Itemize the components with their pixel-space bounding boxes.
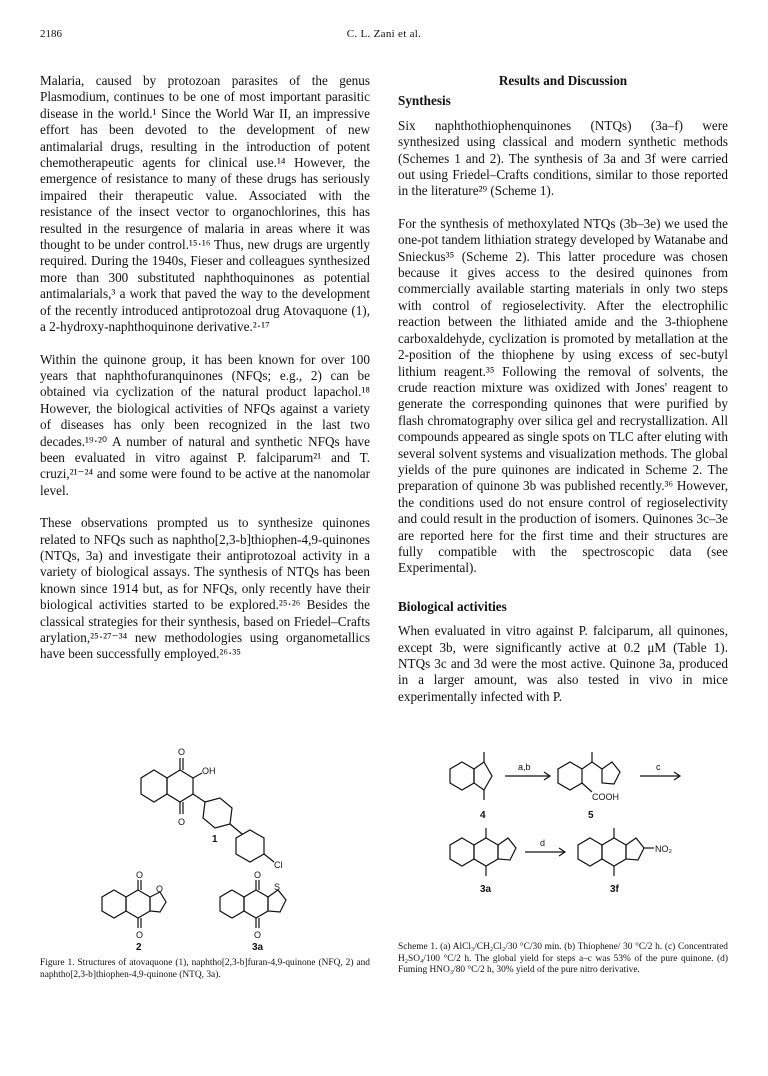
figure-1-caption: Figure 1. Structures of atovaquone (1), naphtho[2,3-b]furan-4,9-quinone (NFQ, 2) and naphtho[2,3-b]thiophen-4,9-quinone (NTQ, 3a). [40, 958, 370, 980]
compound-label-5: 5 [588, 810, 594, 821]
compound-label-3a: 3a [480, 884, 492, 895]
intro-paragraph-1: Malaria, caused by protozoan parasites of the genus Plasmodium, continues to be one of most important parasitic disease in the world.¹ Since the World War II, an impressive effort has been devoted to the development of new antimalarial drugs, resulting in the introduction of potent chemotherapeutic agents for clinical use.¹⁴ However, the emergence of resistance to many of these drugs has seriously impaired their therapeutic value. Associated with the resistance of the insect vector to organochlorines, this has resulted in the resurgence of malaria in areas where it was thought to be under control.¹⁵·¹⁶ Thus, new drugs are urgently required. During the 1940s, Fieser and colleagues synthesized more than 300 substituted naphthoquinones as potential antimalarials,³ a work that paved the way to the development of the recently introduced antiprotozoal drug Atovaquone (1), a 2-hydroxy-naphthoquinone derivative.²·¹⁷ [40, 73, 370, 335]
oxygen-label: O [178, 747, 186, 757]
reagent-label-ab: a,b [518, 762, 531, 772]
oxygen-label: O [254, 870, 262, 880]
synthesis-paragraph-1: Six naphthothiophenquinones (NTQs) (3a–f) were synthesized using classical and modern synthetic methods (Schemes 1 and 2). The synthesis of 3a and 3f were carried out using Friedel–Crafts conditions, similar to those reported in the literature²⁹ (Scheme 1). [398, 117, 728, 199]
compound-label-3a: 3a [252, 942, 264, 953]
oxygen-label: O [136, 870, 144, 880]
synthesis-paragraph-2: For the synthesis of methoxylated NTQs (3b–3e) we used the one-pot tandem lithiation strategy developed by Watanabe and Snieckus³⁵ (Scheme 2). This latter procedure was chosen because it gives access to the desired quinones from commercially available starting materials in only two steps with control of regioselectivity. After the electrophilic reaction between the lithiated amide and the 3-thiophene carboxaldehyde, cyclization is promoted by metallation at the 2-position of the thiophene by using excess of sec-butyl lithium reagent.³⁵ Following the removal of solvents, the crude reaction mixture was oxidized with Jones' reagent to generate the corresponding quinones that were purified by flash chromatography over silica gel and recrystallization. All compounds appeared as single spots on TLC after eluting with several solvent systems and visualization methods. The global yields of the pure quinones are indicated in Scheme 2. The preparation of quinone 3b was published recently.³⁶ However, the conditions used do not ensure control of regioselectivity and could result in the production of isomers. Quinones 3c–3e are reported here for the first time and their structures are fully compatible with the spectroscopic data (see Experimental). [398, 215, 728, 576]
compound-label-3f: 3f [610, 884, 619, 895]
right-column [398, 73, 728, 721]
reagent-label-c: c [656, 762, 661, 772]
carboxyl-label: COOH [592, 792, 619, 802]
oxygen-label: O [156, 884, 164, 894]
biological-paragraph-1: When evaluated in vitro against P. falciparum, all quinones, except 3b, were significantly active at 0.2 μM (Table 1). NTQs 3c and 3d were the most active. Quinone 3a, produced in a larger amount, was also tested in vivo in mice experimentally infected with P. [398, 623, 728, 704]
intro-paragraph-3: These observations prompted us to synthesize quinones related to NFQs such as naphtho[2,3-b]thiophen-4,9-quinones (NTQs, 3a) and investigate their antiprotozoal activity in a variety of biological assays. The synthesis of NTQs has been known since 1914 but, as for NFQs, only recently have their biological activities started to be explored.²⁵·²⁶ Besides the classical strategies for their synthesis, based on Friedel–Crafts arylation,²⁵·²⁷⁻³⁴ new methodologies using organometallics have been successfully employed.²⁶·³⁵ [40, 515, 370, 662]
hydroxyl-label: OH [202, 766, 216, 776]
compound-label-4: 4 [480, 810, 486, 821]
subsection-biological: Biological activities [398, 598, 507, 614]
page-number: 2186 [40, 28, 62, 40]
oxygen-label: O [136, 930, 144, 940]
left-column [40, 73, 370, 679]
subsection-synthesis: Synthesis [398, 93, 451, 109]
oxygen-label: O [254, 930, 262, 940]
oxygen-label: O [178, 817, 186, 827]
running-header-authors: C. L. Zani et al. [346, 28, 422, 40]
chloro-label: Cl [274, 860, 283, 870]
intro-paragraph-2: Within the quinone group, it has been known for over 100 years that naphthofuranquinones (NFQs; e.g., 2) can be obtained via cyclization of the natural product lapachol.¹⁸ However, the biological activities of NFQs against a variety of diseases has only been recognized in the last two decades.¹⁹·²⁰ A number of natural and synthetic NFQs have been evaluated in vitro against P. falciparum²¹ and T. cruzi,²¹⁻²⁴ and some were found to be active at the nanomolar level. [40, 351, 370, 498]
reagent-label-d: d [540, 838, 546, 848]
sulfur-label: S [274, 882, 281, 892]
nitro-label: NO₂ [655, 844, 672, 854]
compound-label-2: 2 [136, 942, 142, 953]
compound-label-1: 1 [212, 834, 218, 845]
scheme-1-diagram [440, 740, 710, 915]
figure-1-structures [90, 740, 340, 955]
scheme-1-caption: Scheme 1. (a) AlCl₃/CH₂Cl₂/30 °C/30 min. (b) Thiophene/ 30 °C/2 h. (c) Concentrated H₂SO₄/100 °C/2 h. The global yield for steps a–c was 53% of the pure quinone. (d) Fuming HNO₃/80 °C/2 h, 30% yield of the pure nitro derivative. [398, 942, 728, 976]
section-title: Results and Discussion [498, 73, 628, 88]
